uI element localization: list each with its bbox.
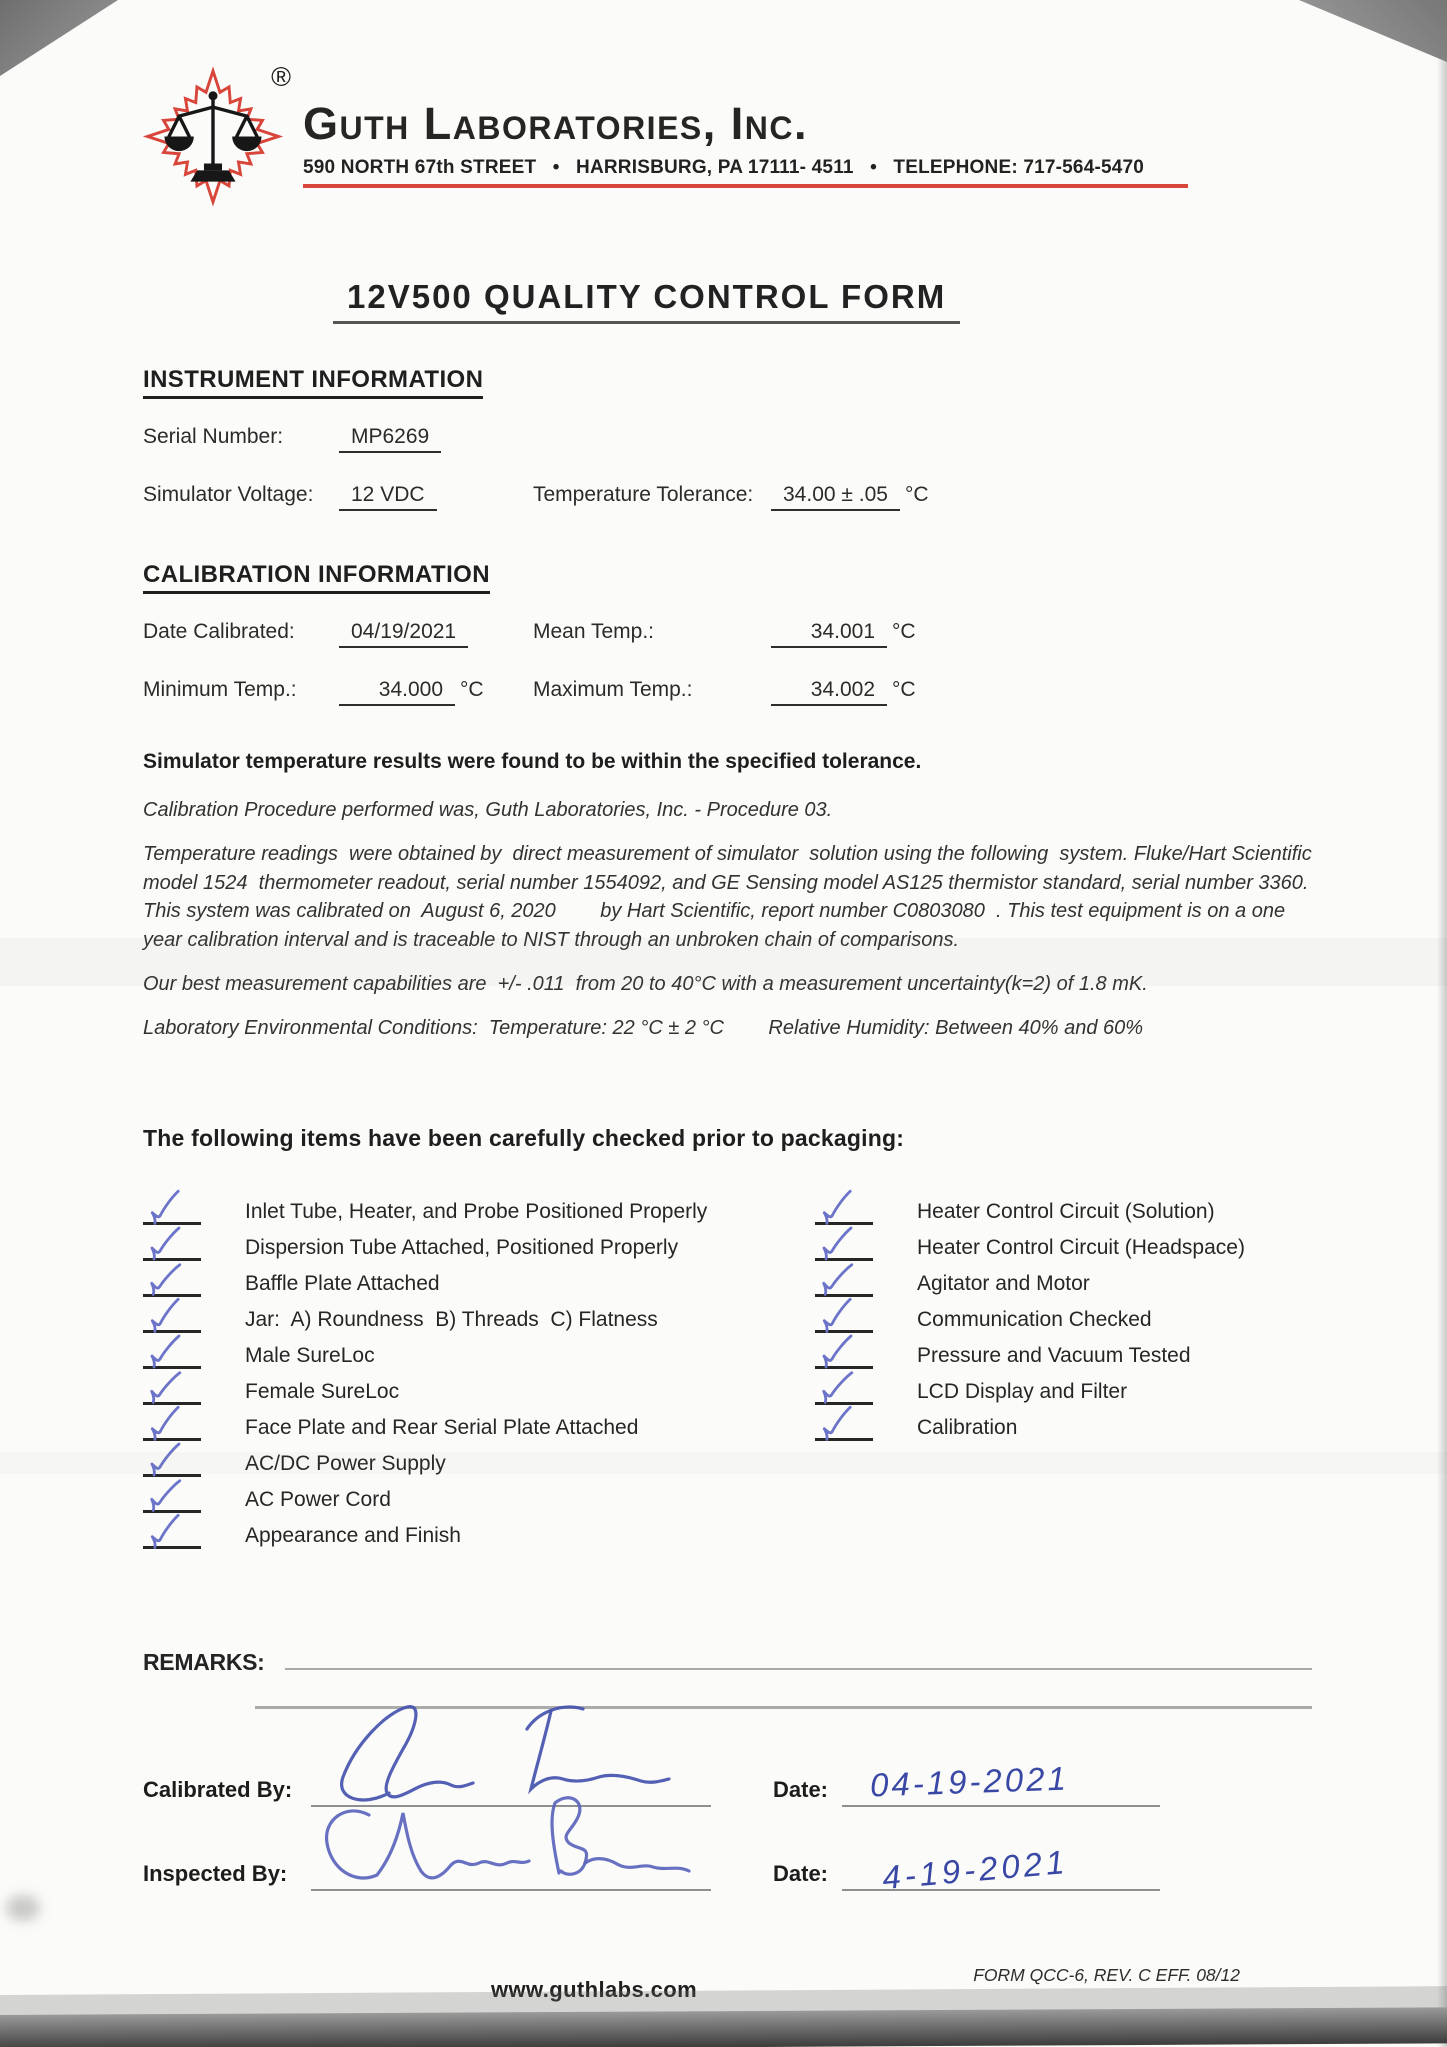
checklist-item-label: Dispersion Tube Attached, Positioned Properly	[245, 1235, 679, 1259]
capabilities-paragraph: Our best measurement capabilities are +/- .011 from 20 to 40°C with a measurement uncertainty(k=2) of 1.8 mK.	[143, 972, 1148, 995]
serial-number-label: Serial Number:	[143, 425, 284, 448]
min-max-row	[143, 678, 1312, 710]
checklist-item	[143, 1484, 815, 1513]
checklist-item-label: Agitator and Motor	[917, 1271, 1090, 1295]
check-line	[143, 1268, 201, 1297]
check-line	[143, 1304, 201, 1333]
checkmark-icon	[146, 1187, 184, 1227]
checklist-item-label: Communication Checked	[917, 1307, 1152, 1331]
checklist-item	[143, 1376, 815, 1405]
checklist-item	[815, 1412, 1245, 1441]
checkmark-icon	[818, 1403, 856, 1443]
checklist-item-label: Face Plate and Rear Serial Plate Attached	[245, 1415, 639, 1439]
maximum-temp-value: 34.002	[771, 678, 887, 706]
maximum-temp-unit: °C	[892, 678, 916, 701]
inspected-signature-line	[311, 1881, 711, 1891]
checkmark-icon	[146, 1403, 184, 1443]
checklist-item	[815, 1376, 1245, 1405]
checklist-item	[143, 1412, 815, 1441]
checklist-item-label: AC/DC Power Supply	[245, 1451, 446, 1475]
calibration-info-heading: CALIBRATION INFORMATION	[143, 561, 490, 594]
company-logo	[143, 64, 293, 242]
checklist-item-label: Appearance and Finish	[245, 1523, 461, 1547]
scan-edge-bottom-dark	[0, 2007, 1447, 2047]
voltage-tolerance-row	[143, 483, 1312, 515]
checkmark-icon	[146, 1295, 184, 1335]
remarks-blank-line	[285, 1644, 1312, 1670]
checklist-item	[815, 1268, 1245, 1297]
check-line	[815, 1304, 873, 1333]
simulator-voltage-label: Simulator Voltage:	[143, 483, 314, 506]
inspected-date-label: Date:	[773, 1860, 829, 1886]
checklist-item	[815, 1232, 1245, 1261]
check-line	[143, 1376, 201, 1405]
serial-number-value: MP6269	[339, 425, 441, 453]
measurement-system-paragraph: Temperature readings were obtained by direct measurement of simulator solution using the following system. Fluke/Hart Scientific model 1524 thermometer readout, serial number 1554092, and GE Sensing model AS125 thermistor standard, serial number 3360. This system was calibrated on August 6, 2020 by Hart Scientific, report number C0803080 . This test equipment is on a one year calibration interval and is traceable to NIST through an unbroken chain of comparisons.	[143, 843, 1318, 951]
checklist-item	[815, 1196, 1245, 1225]
inspected-signature	[311, 1781, 731, 1901]
remarks-row	[143, 1644, 1312, 1676]
checklist-item	[143, 1340, 815, 1369]
check-line	[815, 1268, 873, 1297]
temperature-tolerance-value: 34.00 ± .05	[771, 483, 900, 511]
company-name: Guth Laboratories, Inc.	[303, 98, 808, 149]
inspected-date-value: 4-19-2021	[880, 1842, 1070, 1896]
calibrated-date-line	[842, 1759, 1160, 1807]
checklist-item-label: Pressure and Vacuum Tested	[917, 1343, 1191, 1367]
checklist-item	[143, 1304, 815, 1333]
scan-streak	[0, 938, 1447, 986]
checklist-item	[143, 1268, 815, 1297]
mean-temp-label: Mean Temp.:	[533, 620, 655, 643]
procedure-paragraph: Calibration Procedure performed was, Guth Laboratories, Inc. - Procedure 03.	[143, 799, 833, 821]
check-line	[815, 1376, 873, 1405]
minimum-temp-unit: °C	[460, 678, 484, 701]
minimum-temp-label: Minimum Temp.:	[143, 678, 297, 701]
form-id-text: FORM QCC-6, REV. C EFF. 08/12	[973, 1964, 1240, 1985]
inspected-by-row	[143, 1839, 1312, 1896]
calibrated-by-label: Calibrated By:	[143, 1776, 293, 1802]
check-line	[143, 1196, 201, 1225]
checklist-left-column	[143, 1196, 815, 1556]
check-line	[143, 1484, 201, 1513]
minimum-temp-value: 34.000	[339, 678, 455, 706]
mean-temp-unit: °C	[892, 620, 916, 643]
checklist-item	[143, 1196, 815, 1225]
checklist-item-label: Baffle Plate Attached	[245, 1271, 440, 1295]
checklist-item-label: Heater Control Circuit (Solution)	[917, 1199, 1215, 1223]
checkmark-icon	[146, 1259, 184, 1299]
checkmark-icon	[146, 1511, 184, 1551]
checklist-item-label: Jar: A) Roundness B) Threads C) Flatness	[245, 1307, 658, 1331]
checklist-item-label: Inlet Tube, Heater, and Probe Positioned Properly	[245, 1199, 708, 1223]
letterhead	[143, 56, 1312, 242]
serial-number-row	[143, 425, 1312, 457]
scan-edge-right	[1437, 0, 1447, 2047]
checklist-heading: The following items have been carefully checked prior to packaging:	[143, 1124, 905, 1151]
date-mean-row	[143, 620, 1312, 652]
tolerance-statement: Simulator temperature results were found to be within the specified tolerance.	[143, 750, 922, 773]
checkmark-icon	[146, 1475, 184, 1515]
scales-icon	[164, 91, 261, 181]
checklist-item	[815, 1340, 1245, 1369]
checkmark-icon	[146, 1367, 184, 1407]
simulator-voltage-value: 12 VDC	[339, 483, 437, 511]
scan-streak	[0, 1452, 1447, 1474]
checklist-item-label: Heater Control Circuit (Headspace)	[917, 1235, 1245, 1259]
inspected-date-line	[842, 1842, 1160, 1896]
checkmark-icon	[818, 1187, 856, 1227]
checklist-item	[143, 1520, 815, 1549]
check-line	[143, 1520, 201, 1549]
checklist-item	[143, 1232, 815, 1261]
maximum-temp-label: Maximum Temp.:	[533, 678, 693, 701]
remarks-label: REMARKS:	[143, 1648, 265, 1675]
registered-trademark-icon: ®	[271, 62, 291, 92]
check-line	[143, 1340, 201, 1369]
check-line	[815, 1412, 873, 1441]
checklist-item-label: AC Power Cord	[245, 1487, 391, 1511]
checklist-item-label: Female SureLoc	[245, 1379, 400, 1403]
inspected-by-label: Inspected By:	[143, 1860, 288, 1886]
check-line	[815, 1196, 873, 1225]
checklist-item-label: LCD Display and Filter	[917, 1379, 1128, 1403]
date-calibrated-value: 04/19/2021	[339, 620, 468, 648]
checkmark-icon	[819, 1332, 855, 1370]
checklist-right-column	[815, 1196, 1245, 1556]
instrument-info-heading: INSTRUMENT INFORMATION	[143, 366, 483, 399]
checkmark-icon	[818, 1367, 856, 1407]
calibrated-date-value: 04-19-2021	[869, 1759, 1070, 1804]
check-line	[143, 1232, 201, 1261]
checklist-item-label: Calibration	[917, 1415, 1018, 1439]
check-line	[143, 1412, 201, 1441]
checkmark-icon	[818, 1259, 856, 1299]
calibrated-date-label: Date:	[773, 1776, 829, 1802]
checkmark-icon	[147, 1332, 183, 1370]
scan-smudge	[6, 1895, 40, 1921]
environment-paragraph: Laboratory Environmental Conditions: Temperature: 22 °C ± 2 °C Relative Humidity: Between 40% and 60%	[143, 1017, 1144, 1040]
website-text: www.guthlabs.com	[491, 1976, 698, 2002]
checkmark-icon	[819, 1224, 855, 1262]
date-calibrated-label: Date Calibrated:	[143, 620, 295, 643]
temperature-tolerance-unit: °C	[904, 483, 929, 506]
mean-temp-value: 34.001	[771, 620, 887, 648]
temperature-tolerance-label: Temperature Tolerance:	[533, 483, 754, 506]
check-line	[815, 1232, 873, 1261]
red-divider	[303, 184, 1188, 188]
checklist-item	[815, 1304, 1245, 1333]
checklist	[143, 1196, 1312, 1556]
checkmark-icon	[818, 1295, 856, 1335]
company-address: 590 NORTH 67th STREET • HARRISBURG, PA 17111- 4511 • TELEPHONE: 717-564-5470	[303, 157, 1145, 179]
form-title: 12V500 QUALITY CONTROL FORM	[333, 278, 960, 324]
checklist-item-label: Male SureLoc	[245, 1343, 375, 1367]
check-line	[815, 1340, 873, 1369]
checkmark-icon	[147, 1224, 183, 1262]
